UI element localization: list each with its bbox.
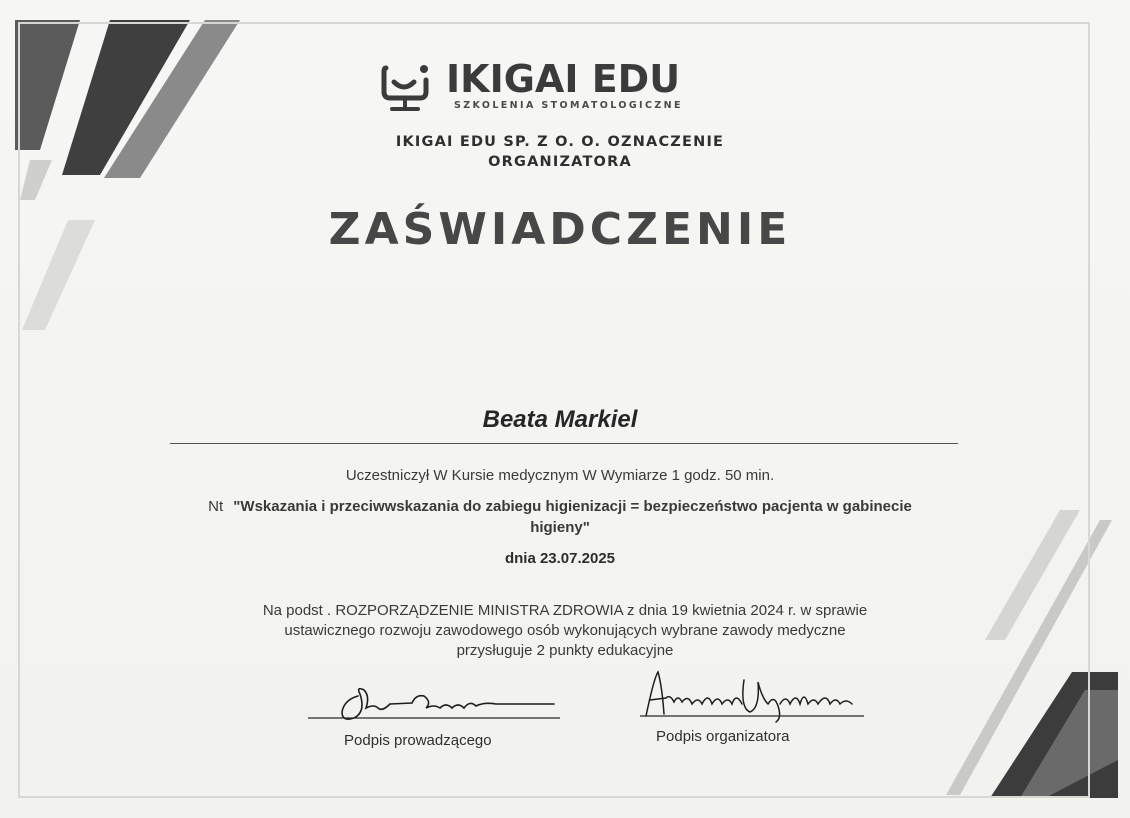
course-date: dnia 23.07.2025 <box>504 550 616 567</box>
name-underline <box>170 443 958 444</box>
legal-line-3: przysługuje 2 punkty edukacyjne <box>456 642 674 659</box>
organizer-signature <box>640 668 864 726</box>
organizer-line-2: ORGANIZATORA <box>488 154 632 170</box>
course-duration-line: Uczestniczył W Kursie medycznym W Wymiarze 1 godz. 50 min. <box>345 467 775 484</box>
legal-basis <box>170 601 960 661</box>
course-subject <box>180 496 940 538</box>
legal-line-1: Na podst . ROZPORZĄDZENIE MINISTRA ZDROWIA z dnia 19 kwietnia 2024 r. w sprawie <box>262 602 868 619</box>
organizer-signature-label: Podpis organizatora <box>656 728 790 745</box>
logo-subtitle: SZKOLENIA STOMATOLOGICZNE <box>454 100 683 111</box>
ikigai-logo <box>380 58 740 118</box>
certificate-title: ZAŚWIADCZENIE <box>328 204 792 255</box>
organizer-designation <box>300 132 820 172</box>
subject-prefix: Nt <box>208 498 224 515</box>
legal-line-2: ustawicznego rozwoju zawodowego osób wykonujących wybrane zawody medyczne <box>284 622 846 639</box>
smiling-monitor-icon <box>380 60 436 114</box>
instructor-signature-label: Podpis prowadzącego <box>344 732 492 749</box>
instructor-signature <box>308 678 560 730</box>
subject-title: "Wskazania i przeciwwskazania do zabiegu higienizacji = bezpieczeństwo pacjenta w gabinecie higieny" <box>233 498 912 536</box>
instructor-signature-block <box>308 678 560 748</box>
logo-title: IKIGAI EDU <box>446 57 681 101</box>
participant-name: Beata Markiel <box>482 406 638 433</box>
organizer-line-1: IKIGAI EDU SP. Z O. O. OZNACZENIE <box>395 134 725 150</box>
organizer-signature-block <box>640 668 864 745</box>
